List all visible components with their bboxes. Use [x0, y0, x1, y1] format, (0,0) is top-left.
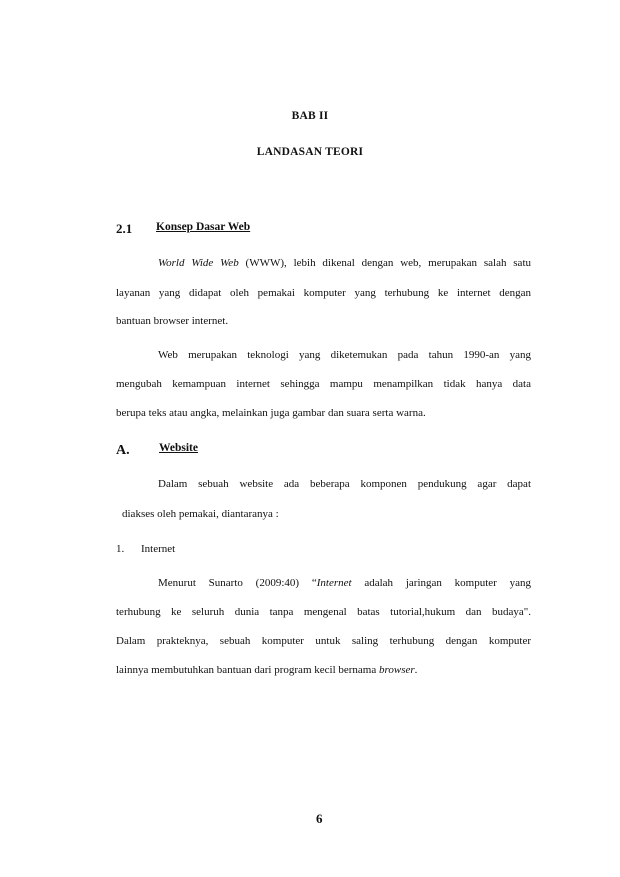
page-number: 6 [316, 811, 323, 826]
paragraph-line: diakses oleh pemakai, diantaranya : [122, 508, 279, 520]
italic-term: World Wide Web [158, 257, 239, 269]
chapter-label: BAB II [291, 110, 329, 122]
paragraph-line: berupa teks atau angka, melainkan juga gambar dan suara serta warna. [116, 407, 426, 419]
section-number: 2.1 [116, 221, 133, 236]
paragraph-line: terhubung ke seluruh dunia tanpa mengenal batas tutorial,hukum dan budaya". [116, 606, 531, 618]
section-heading-2-1 [116, 220, 251, 238]
list-item [116, 542, 176, 556]
paragraph-line: World Wide Web (WWW), lebih dikenal dengan web, merupakan salah satu [158, 257, 532, 269]
paragraph-line: bantuan browser internet. [116, 315, 229, 327]
paragraph-line: Dalam sebuah website ada beberapa komponen pendukung agar dapat [158, 478, 531, 490]
italic-term: Internet [316, 577, 352, 589]
paragraph-line: Dalam prakteknya, sebuah komputer untuk saling terhubung dengan komputer [116, 635, 531, 647]
paragraph-line: layanan yang didapat oleh pemakai komputer yang terhubung ke internet dengan [116, 287, 531, 299]
section-title: Website [159, 442, 198, 454]
chapter-title: LANDASAN TEORI [256, 146, 364, 158]
list-item-label: Internet [141, 543, 176, 555]
section-heading-a [116, 441, 198, 459]
paragraph-line: lainnya membutuhkan bantuan dari program kecil bernama browser. [116, 664, 418, 676]
list-item-number: 1. [116, 543, 125, 555]
paragraph-line: mengubah kemampuan internet sehingga mampu menampilkan tidak hanya data [116, 378, 531, 390]
italic-term: browser [379, 664, 415, 676]
paragraph-line: Web merupakan teknologi yang diketemukan pada tahun 1990-an yang [158, 349, 531, 361]
section-title: Konsep Dasar Web [156, 221, 251, 233]
paragraph-line: Menurut Sunarto (2009:40) “Internet adalah jaringan komputer yang [158, 577, 531, 589]
section-number: A. [116, 443, 130, 458]
